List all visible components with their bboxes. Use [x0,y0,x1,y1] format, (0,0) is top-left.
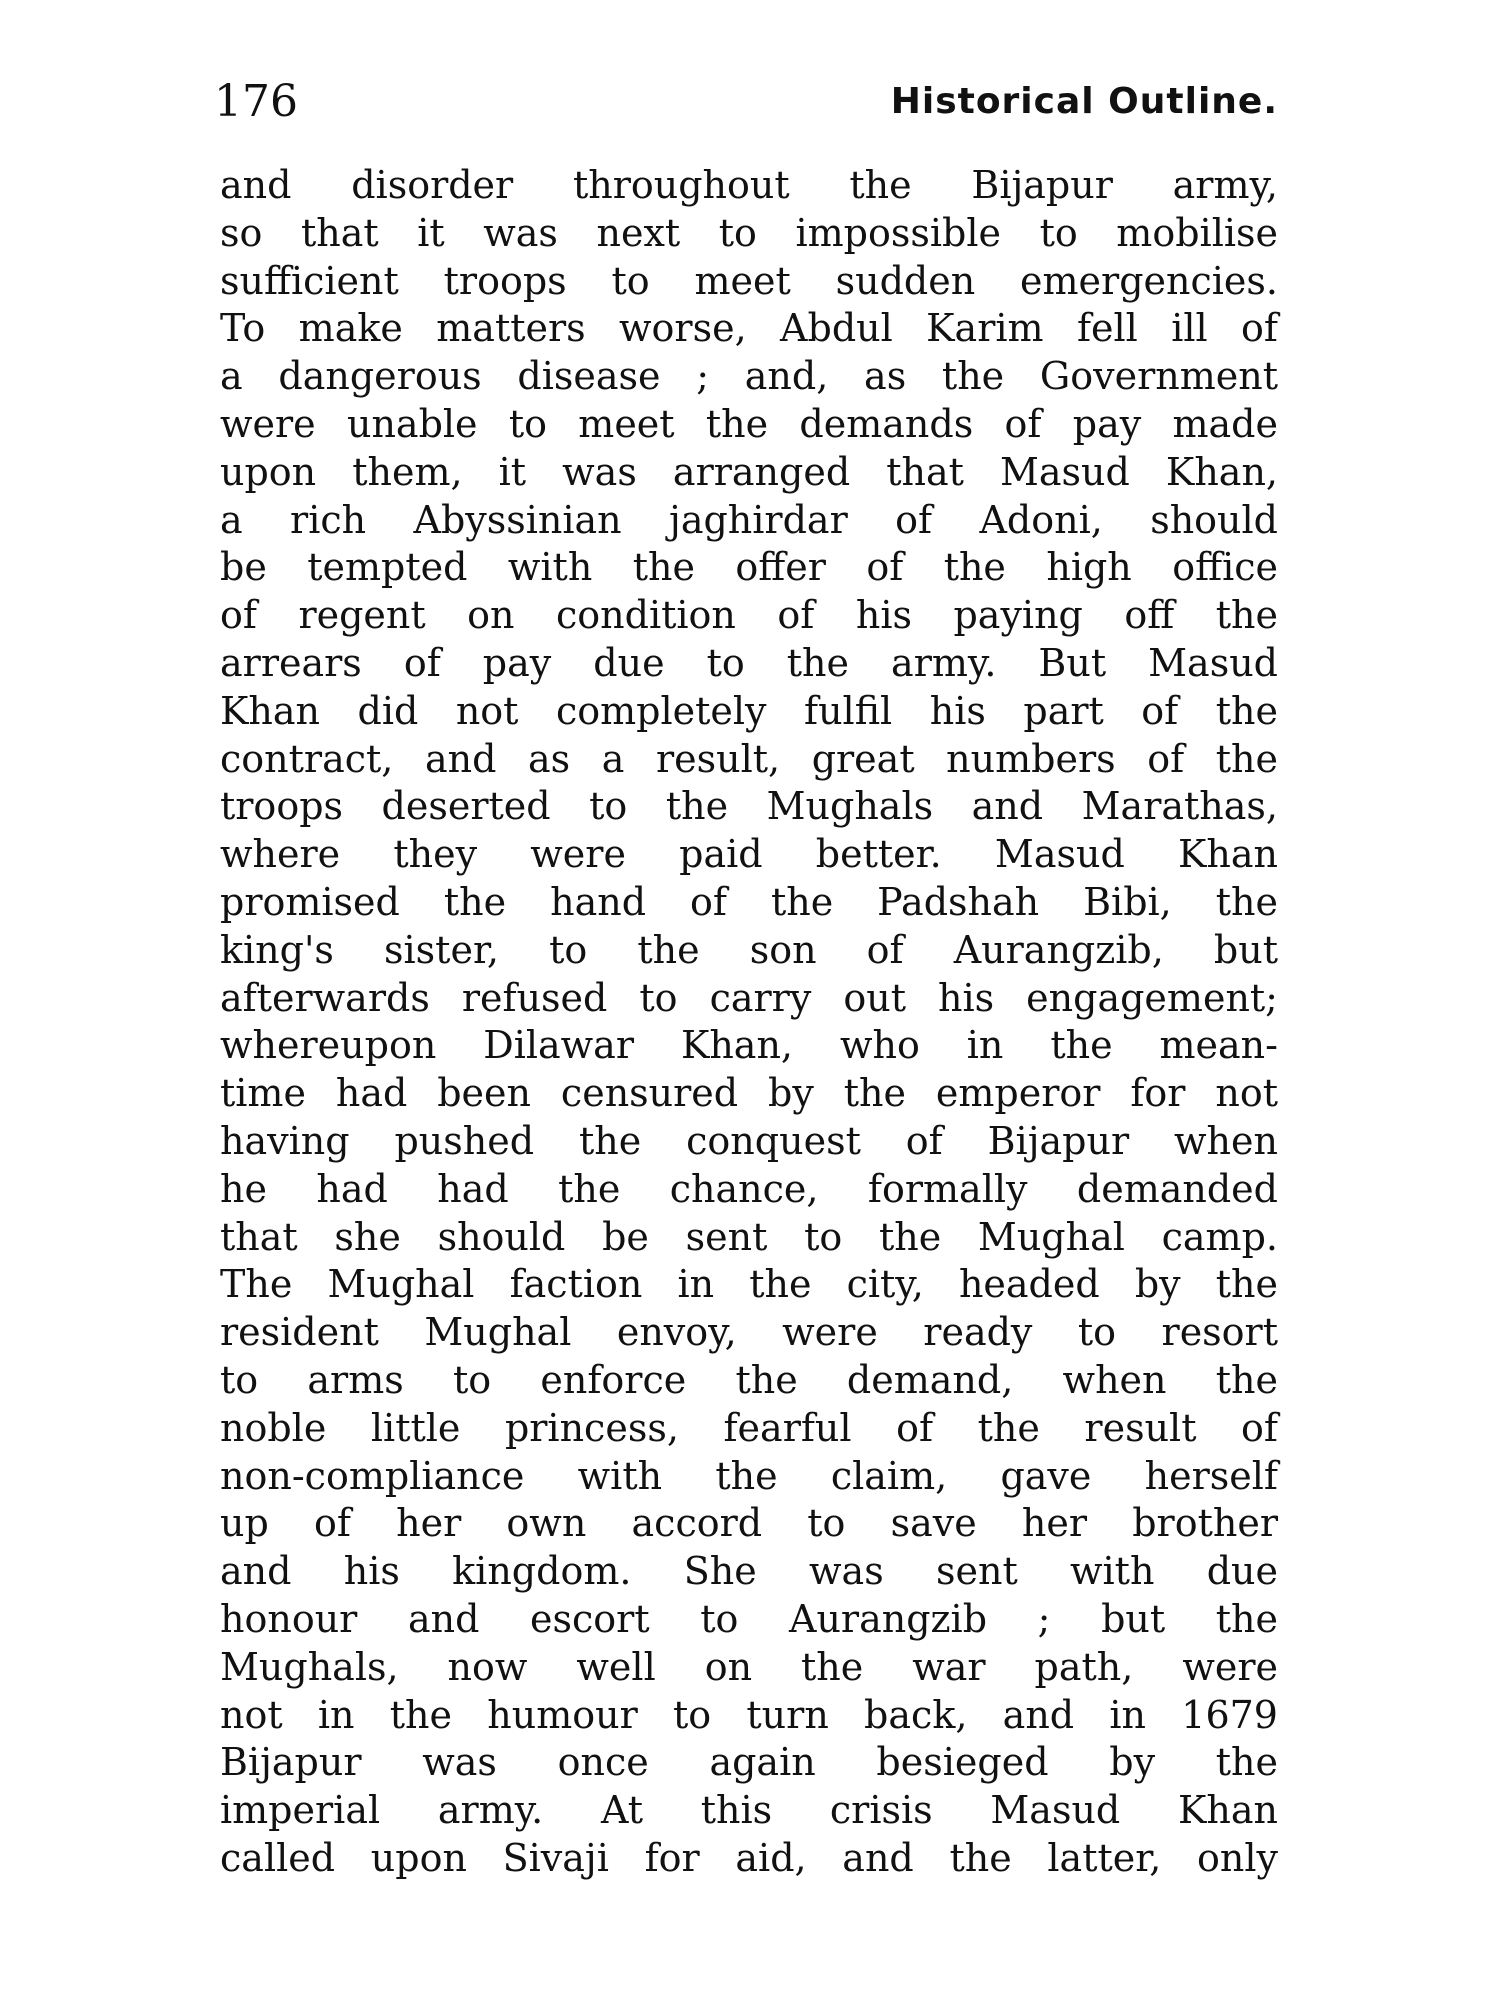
text-line: promised the hand of the Padshah Bibi, the [220,879,1278,924]
text-line: that she should be sent to the Mughal camp. [220,1214,1278,1259]
text-line: were unable to meet the demands of pay made [220,401,1278,446]
text-line: imperial army. At this crisis Masud Khan [220,1788,1278,1833]
text-line: sufficient troops to meet sudden emergencies. [220,258,1278,303]
text-line: noble little princess, fearful of the result of [220,1405,1278,1450]
text-line: be tempted with the offer of the high office [220,545,1278,590]
text-line: he had had the chance, formally demanded [220,1166,1278,1211]
text-line: having pushed the conquest of Bijapur when [220,1118,1278,1163]
running-title: Historical Outline. [890,81,1278,122]
text-line: To make matters worse, Abdul Karim fell ill of [220,306,1278,351]
text-line: The Mughal faction in the city, headed by the [220,1262,1278,1307]
text-line: king's sister, to the son of Aurangzib, but [220,927,1278,972]
text-line: contract, and as a result, great numbers of the [220,736,1278,781]
running-head [214,72,1278,132]
text-line: where they were paid better. Masud Khan [220,832,1278,877]
text-line: not in the humour to turn back, and in 1679 [220,1692,1278,1737]
text-line: upon them, it was arranged that Masud Khan, [220,449,1278,494]
text-line: troops deserted to the Mughals and Marathas, [220,784,1278,829]
text-line: Mughals, now well on the war path, were [220,1644,1278,1689]
text-line: arrears of pay due to the army. But Masud [220,640,1278,685]
text-line: non-compliance with the claim, gave herself [220,1453,1278,1498]
text-line: resident Mughal envoy, were ready to resort [220,1310,1278,1355]
text-line: Bijapur was once again besieged by the [220,1740,1278,1785]
text-line: up of her own accord to save her brother [220,1501,1278,1546]
text-line: a dangerous disease ; and, as the Government [220,354,1278,399]
text-line: and his kingdom. She was sent with due [220,1549,1278,1594]
text-line: so that it was next to impossible to mobilise [220,210,1278,255]
text-line: time had been censured by the emperor for not [220,1071,1278,1116]
text-line: honour and escort to Aurangzib ; but the [220,1596,1278,1641]
text-line: afterwards refused to carry out his engagement; [220,975,1278,1020]
text-line: whereupon Dilawar Khan, who in the mean- [220,1023,1278,1068]
text-line: and disorder throughout the Bijapur army, [220,163,1278,207]
body-text [220,162,1278,1883]
text-line: to arms to enforce the demand, when the [220,1357,1278,1402]
text-line: a rich Abyssinian jaghirdar of Adoni, should [220,497,1278,542]
page-number: 176 [214,76,298,127]
text-line: of regent on condition of his paying off the [220,593,1278,638]
text-line: called upon Sivaji for aid, and the latter, only [220,1835,1278,1880]
text-line: Khan did not completely fulfil his part of the [220,688,1278,733]
